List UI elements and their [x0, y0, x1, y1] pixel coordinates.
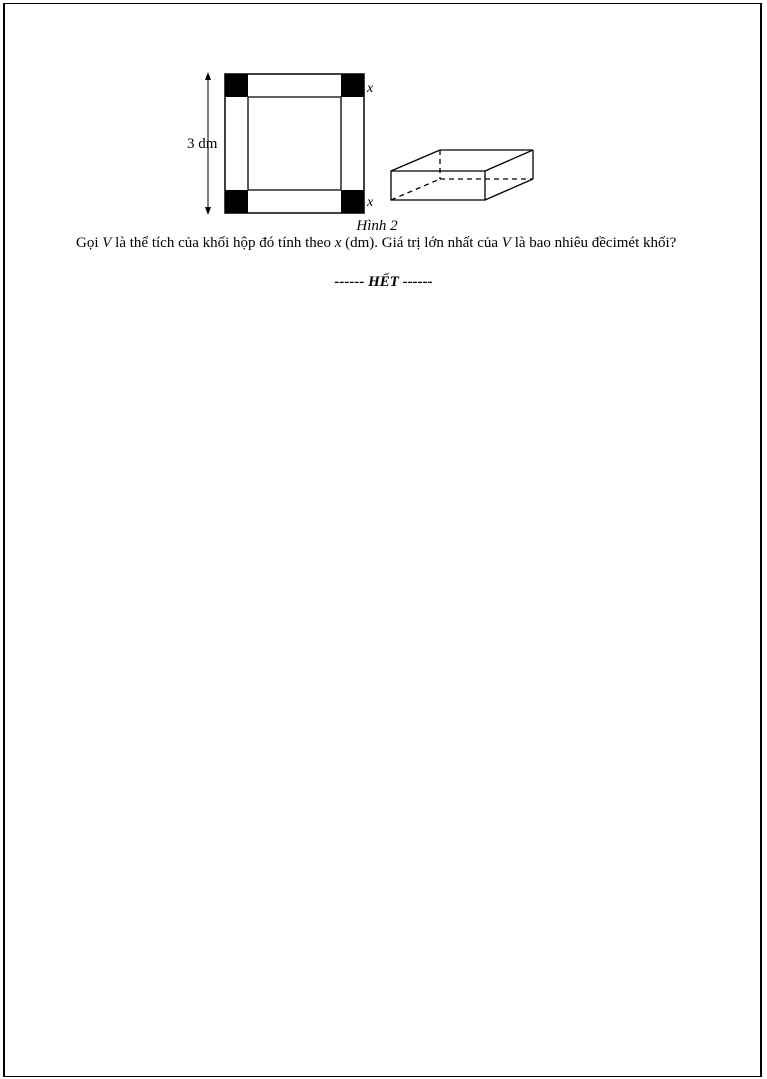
figure-hinh-2 — [0, 0, 767, 230]
cut-corner-top-left — [225, 74, 248, 97]
cut-corner-top-right — [341, 74, 364, 97]
variable-v: V — [102, 235, 112, 251]
corner-x-label-top: x — [367, 81, 374, 96]
arrow-head-up — [205, 72, 211, 80]
end-of-exam-mark: ------ HẾT ------ — [334, 274, 433, 290]
question-text — [76, 233, 746, 253]
variable-x: x — [334, 235, 342, 251]
cut-corner-bottom-left — [225, 190, 248, 213]
cut-corner-bottom-right — [341, 190, 364, 213]
corner-x-label-bottom: x — [367, 195, 374, 210]
box-top-edge-right — [485, 150, 533, 171]
box-front-face — [391, 171, 485, 200]
side-length-label: 3 dm — [187, 136, 218, 152]
open-box-drawing — [391, 150, 533, 200]
box-top-edge-left — [391, 150, 440, 171]
box-right-bottom — [485, 179, 533, 200]
variable-v-2: V — [501, 235, 511, 251]
square-net — [225, 74, 364, 213]
question-part-1: Gọi — [76, 235, 103, 251]
question-part-4: là bao nhiêu đềcimét khối? — [510, 235, 677, 251]
figure-caption: Hình 2 — [356, 218, 398, 234]
arrow-head-down — [205, 207, 211, 215]
question-part-3: (dm). Giá trị lớn nhất của — [341, 235, 502, 251]
box-hidden-left-bottom — [391, 179, 440, 200]
question-part-2: là thể tích của khối hộp đó tính theo — [111, 235, 335, 251]
